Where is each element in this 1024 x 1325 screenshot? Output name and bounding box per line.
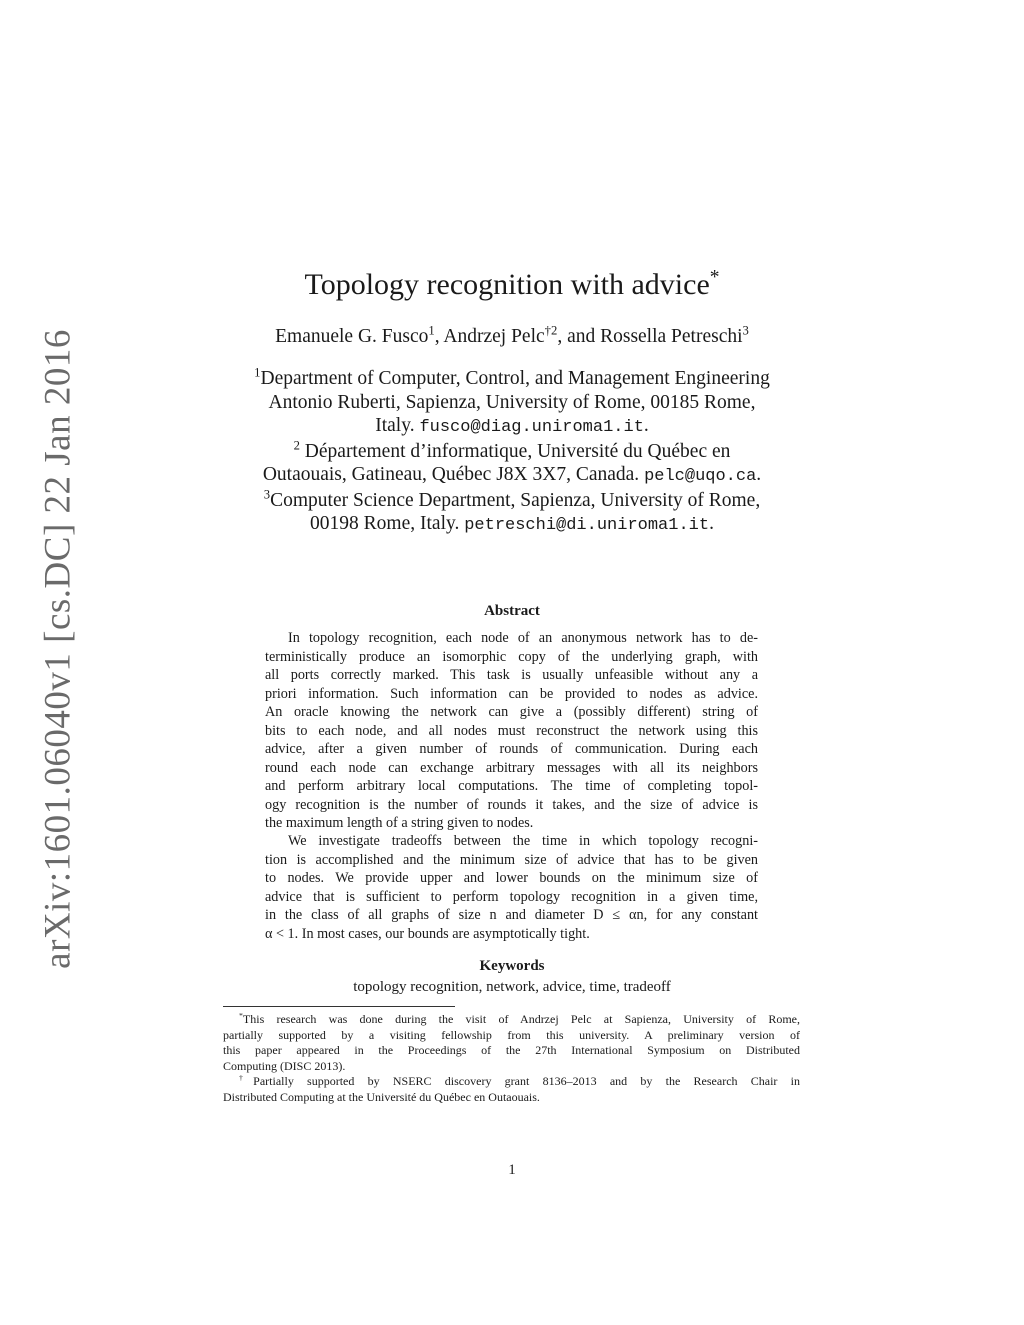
abstract-line: priori information. Such information can be provided to nodes as advice. — [265, 685, 758, 702]
footnote-divider — [223, 1006, 455, 1007]
abstract-line: the maximum length of a string given to nodes. — [265, 815, 534, 831]
footnote-mark: † — [239, 1073, 254, 1082]
abstract-line: tion is accomplished and the minimum size of advice that has to be given — [265, 851, 758, 868]
period: . — [709, 513, 714, 534]
page-number: 1 — [508, 1162, 516, 1178]
author-list — [0, 323, 1024, 348]
abstract-line: We investigate tradeoffs between the time in which topology recogni- — [288, 833, 758, 849]
title-footnote-mark: * — [709, 267, 720, 288]
footnote-line: Distributed Computing at the Université du Québec en Outaouais. — [223, 1089, 540, 1104]
affiliation-text: Computer Science Department, Sapienza, University of Rome, — [270, 489, 761, 511]
keywords-heading: Keywords — [479, 958, 545, 974]
abstract-line: in the class of all graphs of size n and diameter D ≤ αn, for any constant — [265, 907, 758, 923]
footnote-mark: * — [239, 1011, 243, 1020]
footnote-line: this paper appeared in the Proceedings of the 27th International Symposium on Distributed — [223, 1043, 800, 1058]
author-fusco-mark: 1 — [428, 323, 435, 338]
footnote-2 — [223, 1074, 800, 1105]
affiliation-line — [0, 414, 1024, 440]
abstract-line: α < 1. In most cases, our bounds are asymptotically tight. — [265, 925, 590, 942]
abstract-line: to nodes. We provide upper and lower bounds on the minimum size of — [265, 870, 758, 886]
abstract-line: advice, after a given number of rounds of communication. During each — [265, 741, 758, 757]
email-fusco[interactable]: fusco@diag.uniroma1.it — [419, 418, 644, 437]
footnote-line — [223, 1012, 800, 1028]
author-fusco: Emanuele G. Fusco — [275, 326, 429, 347]
footnote-line — [223, 1074, 800, 1090]
keywords-list: topology recognition, network, advice, time, tradeoff — [353, 979, 671, 995]
affiliation-text: Department of Computer, Control, and Management Engineering — [260, 368, 770, 389]
abstract-line: An oracle knowing the network can give a (possibly different) string of — [265, 704, 758, 720]
author-petreschi: , and Rossella Petreschi — [557, 326, 743, 347]
affiliation-line — [0, 440, 1024, 464]
abstract-line: terministically produce an isomorphic copy of the underlying graph, with — [265, 648, 758, 665]
affiliation-text: 00198 Rome, Italy. — [310, 513, 465, 534]
abstract-line: bits to each node, and all nodes must reconstruct the network using this — [265, 722, 758, 739]
abstract-paragraph-1 — [265, 629, 758, 833]
affiliation-mark-1: 1 — [254, 365, 261, 380]
affiliation-line — [0, 367, 1024, 391]
author-pelc-mark: †2 — [544, 323, 558, 338]
affiliation-text: Antonio Ruberti, Sapienza, University of Rome, 00185 Rome, — [268, 391, 756, 413]
abstract-line: round each node can exchange arbitrary messages with all its neighbors — [265, 759, 758, 776]
abstract-line: all ports correctly marked. This task is usually unfeasible without any a — [265, 667, 758, 683]
affiliation-line — [0, 512, 1024, 538]
arxiv-identifier-stamp: arXiv:1601.06040v1 [cs.DC] 22 Jan 2016 — [37, 329, 79, 969]
affiliation-text: Outaouais, Gatineau, Québec J8X 3X7, Canada. — [262, 464, 645, 485]
footnote-line: partially supported by a visiting fellowship from this university. A preliminary version of — [223, 1027, 800, 1042]
affiliation-text: Italy. — [375, 415, 420, 436]
affiliation-line — [0, 391, 1024, 415]
email-petreschi[interactable]: petreschi@di.uniroma1.it — [464, 516, 710, 535]
abstract-paragraph-2 — [265, 832, 758, 943]
affiliation-line — [0, 489, 1024, 513]
email-pelc[interactable]: pelc@uqo.ca — [644, 467, 757, 486]
title-text: Topology recognition with advice — [304, 268, 710, 301]
affiliation-mark-2: 2 — [293, 438, 300, 452]
footnote-line: Computing (DISC 2013). — [223, 1059, 346, 1074]
abstract-heading: Abstract — [484, 603, 540, 619]
author-pelc: , Andrzej Pelc — [434, 326, 545, 347]
affiliation-mark-3: 3 — [263, 487, 271, 501]
author-petreschi-mark: 3 — [742, 323, 749, 338]
abstract-line: and perform arbitrary local computations. The time of completing topol- — [265, 778, 758, 794]
abstract-line: In topology recognition, each node of an anonymous network has to de- — [288, 630, 758, 646]
period: . — [756, 464, 762, 485]
affiliations — [0, 367, 1024, 538]
affiliation-text: Département d’informatique, Université du Québec en — [299, 440, 731, 462]
paper-title — [0, 268, 1024, 302]
abstract-line: ogy recognition is the number of rounds it takes, and the size of advice is — [265, 796, 758, 813]
footnote-1 — [223, 1012, 800, 1075]
affiliation-line — [0, 463, 1024, 489]
footnote-text: Partially supported by NSERC discovery grant 8136–2013 and by the Research Chair in — [253, 1074, 800, 1088]
period: . — [643, 415, 649, 436]
footnote-text: This research was done during the visit of Andrzej Pelc at Sapienza, University of Rome, — [242, 1012, 800, 1026]
abstract-line: advice that is sufficient to perform topology recognition in a given time, — [265, 888, 758, 905]
